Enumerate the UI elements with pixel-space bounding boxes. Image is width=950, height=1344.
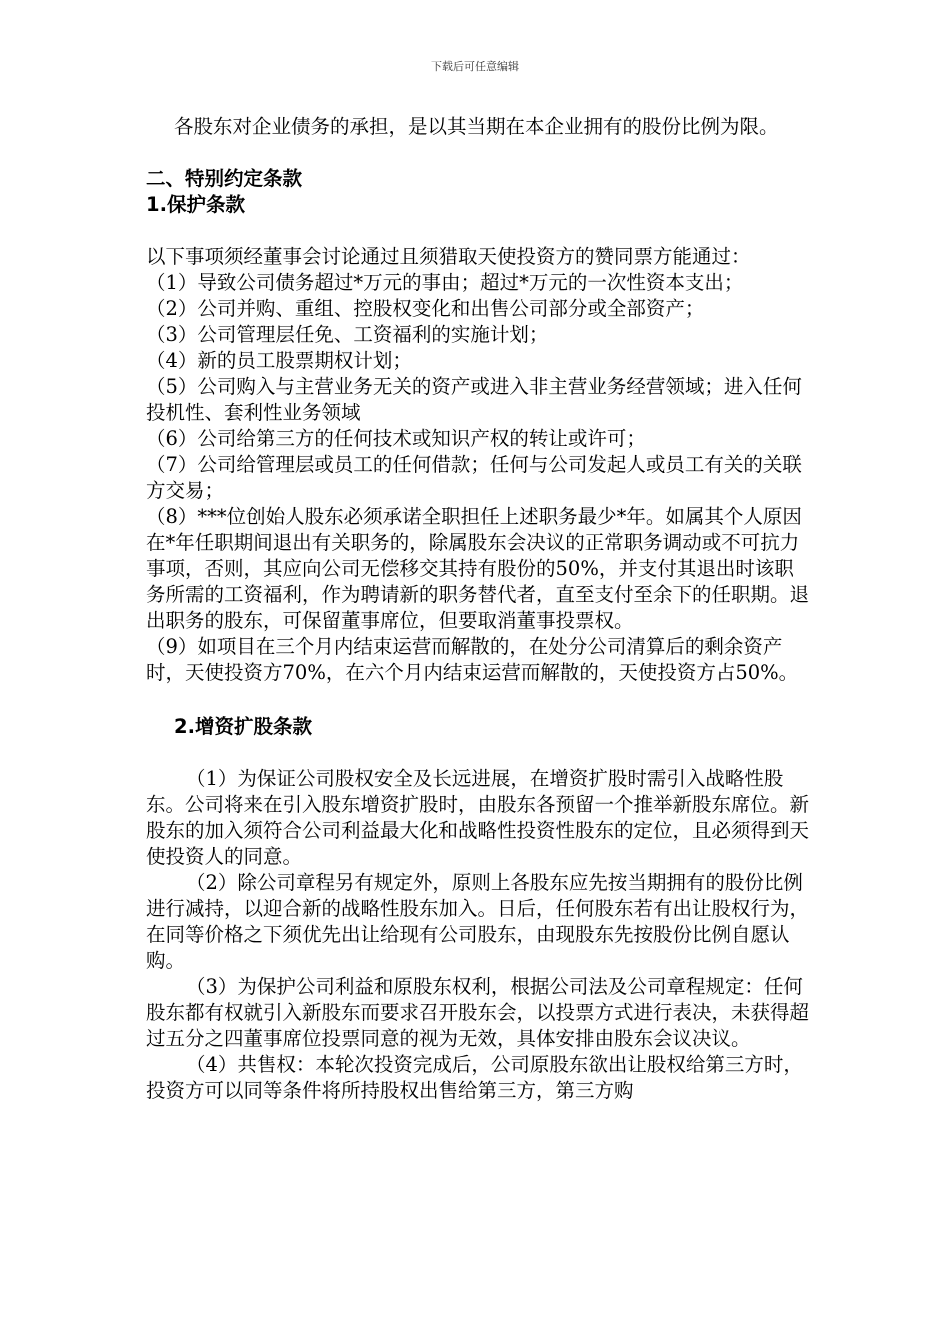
protect-item-9: （9）如项目在三个月内结束运营而解散的，在处分公司清算后的剩余资产时，天使投资方70%，在六个月内结束运营而解散的，天使投资方占50%。	[146, 635, 799, 684]
protect-item-2: （2）公司并购、重组、控股权变化和出售公司部分或全部资产；	[146, 297, 705, 320]
protect-item-5: （5）公司购入与主营业务无关的资产或进入非主营业务经营领域；进入任何投机性、套利性业务领域	[146, 375, 802, 424]
document-body	[146, 114, 811, 1104]
subsection-2-title: 2.增资扩股条款	[174, 715, 312, 738]
protect-item-3: （3）公司管理层任免、工资福利的实施计划；	[146, 323, 549, 346]
capital-para-2: （2）除公司章程另有规定外，原则上各股东应先按当期拥有的股份比例进行减持，以迎合新的战略性股东加入。日后，任何股东若有出让股权行为，在同等价格之下须优先出让给现有公司股东，由现股东先按股份比例自愿认购。	[146, 871, 810, 972]
subsection-1-lead: 以下事项须经董事会讨论通过且须猎取天使投资方的赞同票方能通过：	[146, 245, 751, 268]
intro-paragraph: 各股东对企业债务的承担，是以其当期在本企业拥有的股份比例为限。	[174, 115, 779, 138]
protect-item-4: （4）新的员工股票期权计划；	[146, 349, 412, 372]
capital-para-4: （4）共售权：本轮次投资完成后，公司原股东欲出让股权给第三方时，投资方可以同等条件将所持股权出售给第三方，第三方购	[146, 1053, 803, 1102]
page-header: 下载后可任意编辑	[431, 60, 519, 73]
section-title: 二、特别约定条款	[146, 167, 303, 190]
protect-item-6: （6）公司给第三方的任何技术或知识产权的转让或许可；	[146, 427, 646, 450]
capital-para-3: （3）为保护公司利益和原股东权利，根据公司法及公司章程规定：任何股东都有权就引入新股东而要求召开股东会，以投票方式进行表决，未获得超过五分之四董事席位投票同意的视为无效，具体安排由股东会议决议。	[146, 975, 810, 1050]
protect-item-8: （8）***位创始人股东必须承诺全职担任上述职务最少*年。如属其个人原因在*年任职期间退出有关职务的，除属股东会决议的正常职务调动或不可抗力事项，否则，其应向公司无偿移交其持有股份的50%，并支付其退出时该职务所需的工资福利，作为聘请新的职务替代者，直至支付至余下的任职期。退出职务的股东，可保留董事席位，但要取消董事投票权。	[146, 505, 810, 632]
protect-item-1: （1）导致公司债务超过*万元的事由；超过*万元的一次性资本支出；	[146, 271, 744, 294]
subsection-1-title: 1.保护条款	[146, 193, 245, 216]
capital-para-1: （1）为保证公司股权安全及长远进展，在增资扩股时需引入战略性股东。公司将来在引入股东增资扩股时，由股东各预留一个推举新股东席位。新股东的加入须符合公司利益最大化和战略性投资性股东的定位，且必须得到天使投资人的同意。	[146, 767, 810, 868]
protect-item-7: （7）公司给管理层或员工的任何借款；任何与公司发起人或员工有关的关联方交易；	[146, 453, 802, 502]
